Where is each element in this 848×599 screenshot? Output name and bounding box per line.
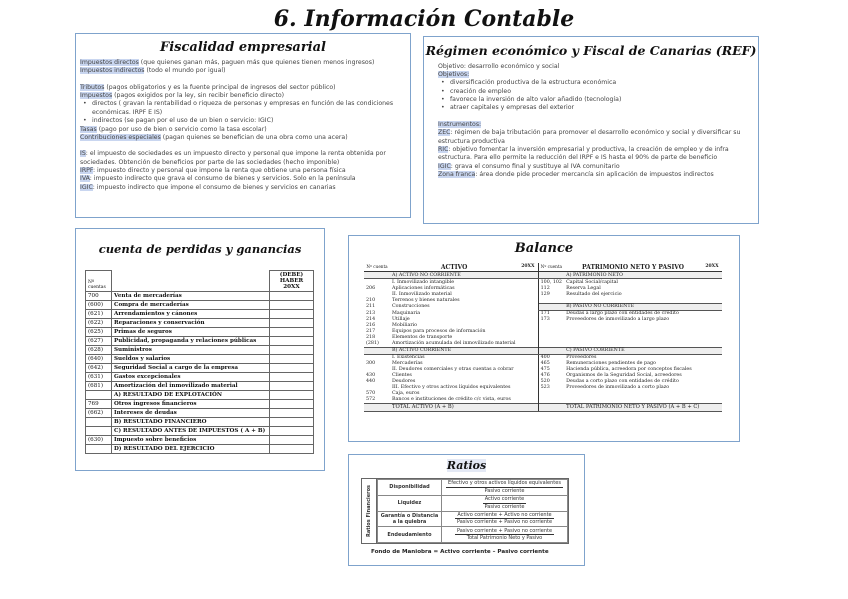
fiscalidad-line [80,184,406,192]
cell-num: (621) [86,310,112,319]
instrumento-line [438,171,744,179]
cell-amount [270,427,314,436]
cell-label: C) RESULTADO ANTES DE IMPUESTOS ( A + B) [112,427,270,436]
cell-num: 700 [86,292,112,301]
col-year2-header: 20XX [702,263,722,272]
ratio-numerator: Pasivo corriente + Pasivo no corriente [456,527,553,534]
highlight-term: IGIC [80,183,93,191]
cell-num: 217 [366,329,376,334]
cell-amount [270,409,314,418]
cell-year2 [702,403,722,411]
cell-pn: TOTAL PATRIMONIO NETO Y PASIVO (A + B + C) [564,403,702,411]
ratios-title [349,459,584,472]
cuenta-title: cuenta de perdidas y ganancias [98,242,302,256]
highlight-term: Tasas [80,125,97,133]
instrumentos-label [438,121,744,129]
cell-pn: A) PATRIMONIO NETO [564,272,702,279]
cell-num: 206 [366,285,376,291]
highlight-term: Impuestos [80,92,113,100]
table-row [364,367,722,373]
cell-num [86,418,112,427]
line-text: (pagan quienes se benefician de una obra como una acera) [160,133,348,141]
line-text: : el impuesto de sociedades es un impuesto directo y personal que impone la renta obtenida por sociedades. Obtención de beneficios por parte de las sociedades (hecho imponible) [80,150,386,166]
cell-year [518,272,538,279]
instrumento-line [438,146,744,163]
table-row [86,292,314,301]
ratio-formula [442,495,568,511]
cell-pn: C) PASIVO CORRIENTE [564,347,702,354]
highlight-term: Tributos [80,83,105,91]
cell-num: 213 [366,310,376,316]
highlight-term: Impuestos indirectos [80,67,145,75]
fiscalidad-line [80,59,406,67]
cell-amount [270,319,314,328]
cell-num: (642) [86,364,112,373]
cell-amount [270,436,314,445]
cell-num: (662) [86,409,112,418]
ratio-denominator: Total Patrimonio Neto y Pasivo [466,535,543,542]
cell-num: (640) [86,355,112,364]
highlight-term: RIC [438,145,449,153]
cell-num [364,403,390,411]
cell-amount [270,346,314,355]
ref-content [424,59,758,180]
cell-num2: 400 [538,354,564,361]
cell-amount [270,391,314,400]
table-header-row [86,271,314,292]
ratio-name: Disponibilidad [378,480,442,496]
table-row [86,346,314,355]
cell-activo: Aplicaciones informáticas [392,285,455,291]
cell-num: 572 [366,397,376,402]
table-row [378,511,568,527]
cell-num: 300 [366,361,376,366]
cell-activo: Terrenos y bienes naturales [392,297,460,303]
cell-activo: II. Deudores comerciales y otras cuentas a cobrar [392,367,514,372]
cell-num2: 173 [538,317,564,323]
line-text: (que quienes ganan más, paguen más que quienes tienen menos ingresos) [138,59,375,66]
cell-pn: Capital Social/capital [566,279,618,285]
cell-amount [270,373,314,382]
balance-table [364,263,722,412]
cell-amount [270,292,314,301]
line-text: : régimen de baja tributación para promover el desarrollo económico y social y diversificar su estructura productiva [438,129,741,145]
objetivos-list [438,79,744,112]
table-row [378,495,568,511]
line-text: : impuesto directo y personal que impone la renta que obtiene una persona física [92,166,346,174]
cell-amount [270,355,314,364]
cell-label: A) RESULTADO DE EXPLOTACIÓN [112,391,270,400]
cell-year [518,303,538,310]
table-row [86,436,314,445]
cell-year [518,347,538,354]
ref-card [423,36,759,224]
line-text: (pago por uso de bien o servicio como la tasa escolar) [96,125,267,133]
cell-amount [270,418,314,427]
col-num-header: Nº cuentas [86,271,112,292]
cell-num2: 171 [538,310,564,317]
highlight-term: Impuestos directos [80,59,139,66]
col-num2-header: Nº cuenta [538,263,564,272]
cell-label: Reparaciones y conservación [112,319,270,328]
list-item: • diversificación productiva de la estructura económica [438,79,744,87]
table-row [86,301,314,310]
table-row [86,337,314,346]
cell-label: Suministros [112,346,270,355]
fiscalidad-title: Fiscalidad empresarial [160,40,326,55]
table-row [364,272,722,279]
table-row [86,382,314,391]
cell-activo: Amortización acumulada del inmovilizado material [392,341,516,346]
cell-pn: Resultado del ejercicio [566,291,622,297]
page-title: 6. Información Contable [273,6,575,32]
cell-num2 [538,347,564,354]
ratios-table [377,479,568,543]
ratio-name: Liquidez [378,495,442,511]
table-row [364,347,722,354]
cell-pn: Organismos de la Seguridad Social, acreedores [566,373,682,378]
cuenta-table [85,270,314,454]
cell-pn: Deudas a largo plazo con entidades de crédito [566,311,679,316]
table-row [364,385,722,391]
cell-activo: Clientes [392,373,412,378]
ratio-formula [442,480,568,496]
cell-num [364,272,390,279]
cell-num: 218 [366,335,376,340]
cell-activo: Equipos para procesos de información [392,329,486,334]
cell-num2: 523 [538,385,564,391]
cell-pn: Proveedores [566,355,597,360]
highlight-term: Instrumentos: [438,120,482,128]
cell-label: Compra de mercaderías [112,301,270,310]
cell-num2: 129 [538,291,564,297]
table-row [86,391,314,400]
fiscalidad-line [80,134,406,142]
cell-activo: Utillaje [392,317,410,322]
cell-label: B) RESULTADO FINANCIERO [112,418,270,427]
ratio-numerator: Activo corriente [484,496,525,503]
cell-activo: Deudores [392,379,416,384]
col-activo-header: ACTIVO [390,263,518,272]
cell-num [364,347,390,354]
cell-num2: 520 [538,379,564,385]
list-item: • indirectos (se pagan por el uso de un bien o servicio: IGIC) [80,117,406,125]
line-text: : grava el consumo final y sustituye al IVA comunitario [450,162,620,170]
list-item: • favorece la inversión de alto valor añadido (tecnología) [438,96,744,104]
ratios-title-text: Ratios [446,459,487,472]
cell-num: 210 [366,297,376,303]
cell-num2: 100, 102 [538,279,564,286]
line-text: : objetivo fomentar la inversión empresarial y productiva, la creación de empleo y de infra estructura. Para ello permite la reducción del IRPF e IS hasta el 90% de parte de beneficio [438,145,729,162]
cell-label: Intereses de deudas [112,409,270,418]
cell-num2 [538,272,564,279]
cell-num: (600) [86,301,112,310]
cell-num: 211 [366,303,376,309]
cell-activo: Bancos e instituciones de crédito c/c vista, euros [392,397,511,402]
fiscalidad-line [80,67,406,75]
cell-year2 [702,303,722,310]
cell-num: 440 [366,379,376,384]
cell-num: (622) [86,319,112,328]
fiscalidad-line [80,84,406,92]
fiscalidad-card [75,33,411,218]
cell-label: Arrendamientos y cánones [112,310,270,319]
cell-num [86,445,112,454]
ratio-formula [442,527,568,543]
cell-activo: Construcciones [392,303,430,309]
cell-amount [270,382,314,391]
cell-pn: Proveedores de inmovilizado a largo plazo [566,317,670,322]
cell-num2: 476 [538,373,564,379]
cell-num2: 465 [538,361,564,367]
table-row [86,328,314,337]
table-row [364,303,722,310]
col-num-header: Nº cuenta [364,263,390,272]
cell-activo: A) ACTIVO NO CORRIENTE [390,272,518,279]
cell-activo: I. Inmovilizado intangible [392,279,455,285]
highlight-term: IVA [80,175,90,183]
table-row [86,445,314,454]
col-label-header [112,271,270,292]
line-text: (pagos exigidos por la ley, sin recibir beneficio directo) [112,92,285,100]
cell-num2: 475 [538,367,564,373]
cell-amount [270,364,314,373]
cell-label: Sueldos y salarios [112,355,270,364]
table-header-row [364,263,722,272]
balance-title: Balance [514,241,574,256]
cell-num: 214 [366,317,376,322]
cell-pn: Remuneraciones pendientes de pago [566,361,656,366]
cell-num: (631) [86,373,112,382]
line-text: : impuesto indirecto que impone el consumo de bienes y servicios en canarias [92,183,336,191]
instrumento-line [438,163,744,171]
cell-label: Venta de mercaderías [112,292,270,301]
cell-label: Primas de seguros [112,328,270,337]
fiscalidad-line [80,175,406,183]
instrumento-line [438,129,744,146]
list-item: • atraer capitales y empresas del exterior [438,104,744,112]
ratios-table-wrap [361,478,569,544]
ratio-numerator: Activo corriente + Activo no corriente [457,511,552,518]
cell-num2 [538,403,564,411]
ratio-formula [442,511,568,527]
table-row [86,310,314,319]
cell-num: (627) [86,337,112,346]
table-row [86,355,314,364]
fondo-maniobra: Fondo de Maniobra = Activo corriente – Pasivo corriente [371,549,549,555]
balance-card [348,235,740,442]
cell-label: Seguridad Social a cargo de la empresa [112,364,270,373]
ratios-side-label: Ratios Financieros [366,484,372,538]
cell-pn: B) PASIVO NO CORRIENTE [564,303,702,310]
col-pn-header: PATRIMONIO NETO Y PASIVO [564,263,702,272]
table-row [86,373,314,382]
table-row [378,527,568,543]
ref-title: Régimen económico y Fiscal de Canarias (REF) [425,43,757,58]
cell-activo: TOTAL ACTIVO (A + B) [390,403,518,411]
ratios-card [348,454,585,566]
list-item: • directos ( gravan la rentabilidad o riqueza de personas y empresas en función de las condiciones económicas. IRPF E IS) [80,100,406,117]
list-item: • creación de empleo [438,88,744,96]
cell-label: Publicidad, propaganda y relaciones públicas [112,337,270,346]
line-text: (pagos obligatorios y es la fuente principal de ingresos del sector público) [104,83,336,91]
cell-label: Impuesto sobre beneficios [112,436,270,445]
cell-activo: Caja, euros [392,391,420,396]
impuestos-list [80,100,406,125]
table-row [86,364,314,373]
cell-activo: Mercaderías [392,361,423,366]
col-year-header: 20XX [518,263,538,272]
cell-num2 [538,303,564,310]
fiscalidad-line [80,150,406,167]
cell-activo: II. Inmovilizado material [392,291,452,297]
table-row [86,409,314,418]
cell-num: 769 [86,400,112,409]
cell-num2: 112 [538,285,564,291]
cell-label: Gastos excepcionales [112,373,270,382]
cell-num: (281) [366,341,379,346]
highlight-term: Contribuciones especiales [80,133,161,141]
ratio-numerator: Efectivo y otros activos líquidos equivalentes [448,480,561,487]
table-row [86,319,314,328]
cell-num: (625) [86,328,112,337]
cell-amount [270,400,314,409]
table-row [86,400,314,409]
table-row [86,427,314,436]
cell-num: 430 [366,373,376,378]
line-text: (todo el mundo por igual) [144,67,226,75]
cell-activo: Maquinaria [392,310,421,316]
cell-num: 570 [366,391,376,396]
cell-activo: B) ACTIVO CORRIENTE [390,347,518,354]
cell-pn: Proveedores de inmovilizado a corto plazo [566,385,670,390]
ref-objetivo: Objetivo: desarrollo económico y social [438,62,560,70]
cell-label: Otros ingresos financieros [112,400,270,409]
highlight-term: IRPF [80,166,93,174]
fiscalidad-line [80,126,406,134]
cuenta-card [75,228,325,471]
cell-num [86,391,112,400]
ratio-denominator: Pasivo corriente [484,503,525,510]
cell-activo: I. Existencias [392,355,425,360]
cell-activo: Mobiliario [392,323,418,328]
highlight-term: Objetivos: [438,70,470,78]
cell-activo: Elementos de transporte [392,335,453,340]
cell-amount [270,337,314,346]
cell-pn: Reserva Legal [566,285,601,291]
col-amount-header: (DEBE) HABER 20XX [270,271,314,292]
highlight-term: IGIC [438,162,451,170]
cell-num: (630) [86,436,112,445]
cell-year2 [702,272,722,279]
cell-year2 [702,347,722,354]
cell-activo: III. Efectivo y otros activos líquidos equivalentes [392,385,511,390]
table-row [86,418,314,427]
line-text: : área donde pide proceder mercancía sin aplicación de impuestos indirectos [475,170,714,178]
table-row [364,403,722,411]
ratio-denominator: Pasivo corriente [484,487,525,494]
cell-num: (681) [86,382,112,391]
ratio-name: Garantía o Distancia a la quiebra [378,511,442,527]
cell-num: (628) [86,346,112,355]
cell-pn: Deudas a corto plazo con entidades de crédito [566,379,679,384]
cell-year [518,403,538,411]
highlight-term: ZEC [438,129,451,137]
cell-amount [270,445,314,454]
cell-num: 216 [366,323,376,328]
fiscalidad-content [76,55,410,192]
highlight-term: IS [80,150,86,158]
highlight-term: Zona franca [438,170,476,178]
cell-label: Amortización del inmovilizado material [112,382,270,391]
ratio-denominator: Pasivo corriente + Pasivo no corriente [456,519,553,526]
cell-pn: Hacienda pública, acreedora por conceptos fiscales [566,367,692,372]
line-text: : impuesto indirecto que grava el consumo de bienes y servicios. Solo en la península [89,175,356,183]
cell-num [86,427,112,436]
cell-amount [270,301,314,310]
table-row [378,480,568,496]
cell-amount [270,310,314,319]
ratio-name: Endeudamiento [378,527,442,543]
ratios-side [362,479,377,543]
cell-label: D) RESULTADO DEL EJERCICIO [112,445,270,454]
cell-amount [270,328,314,337]
